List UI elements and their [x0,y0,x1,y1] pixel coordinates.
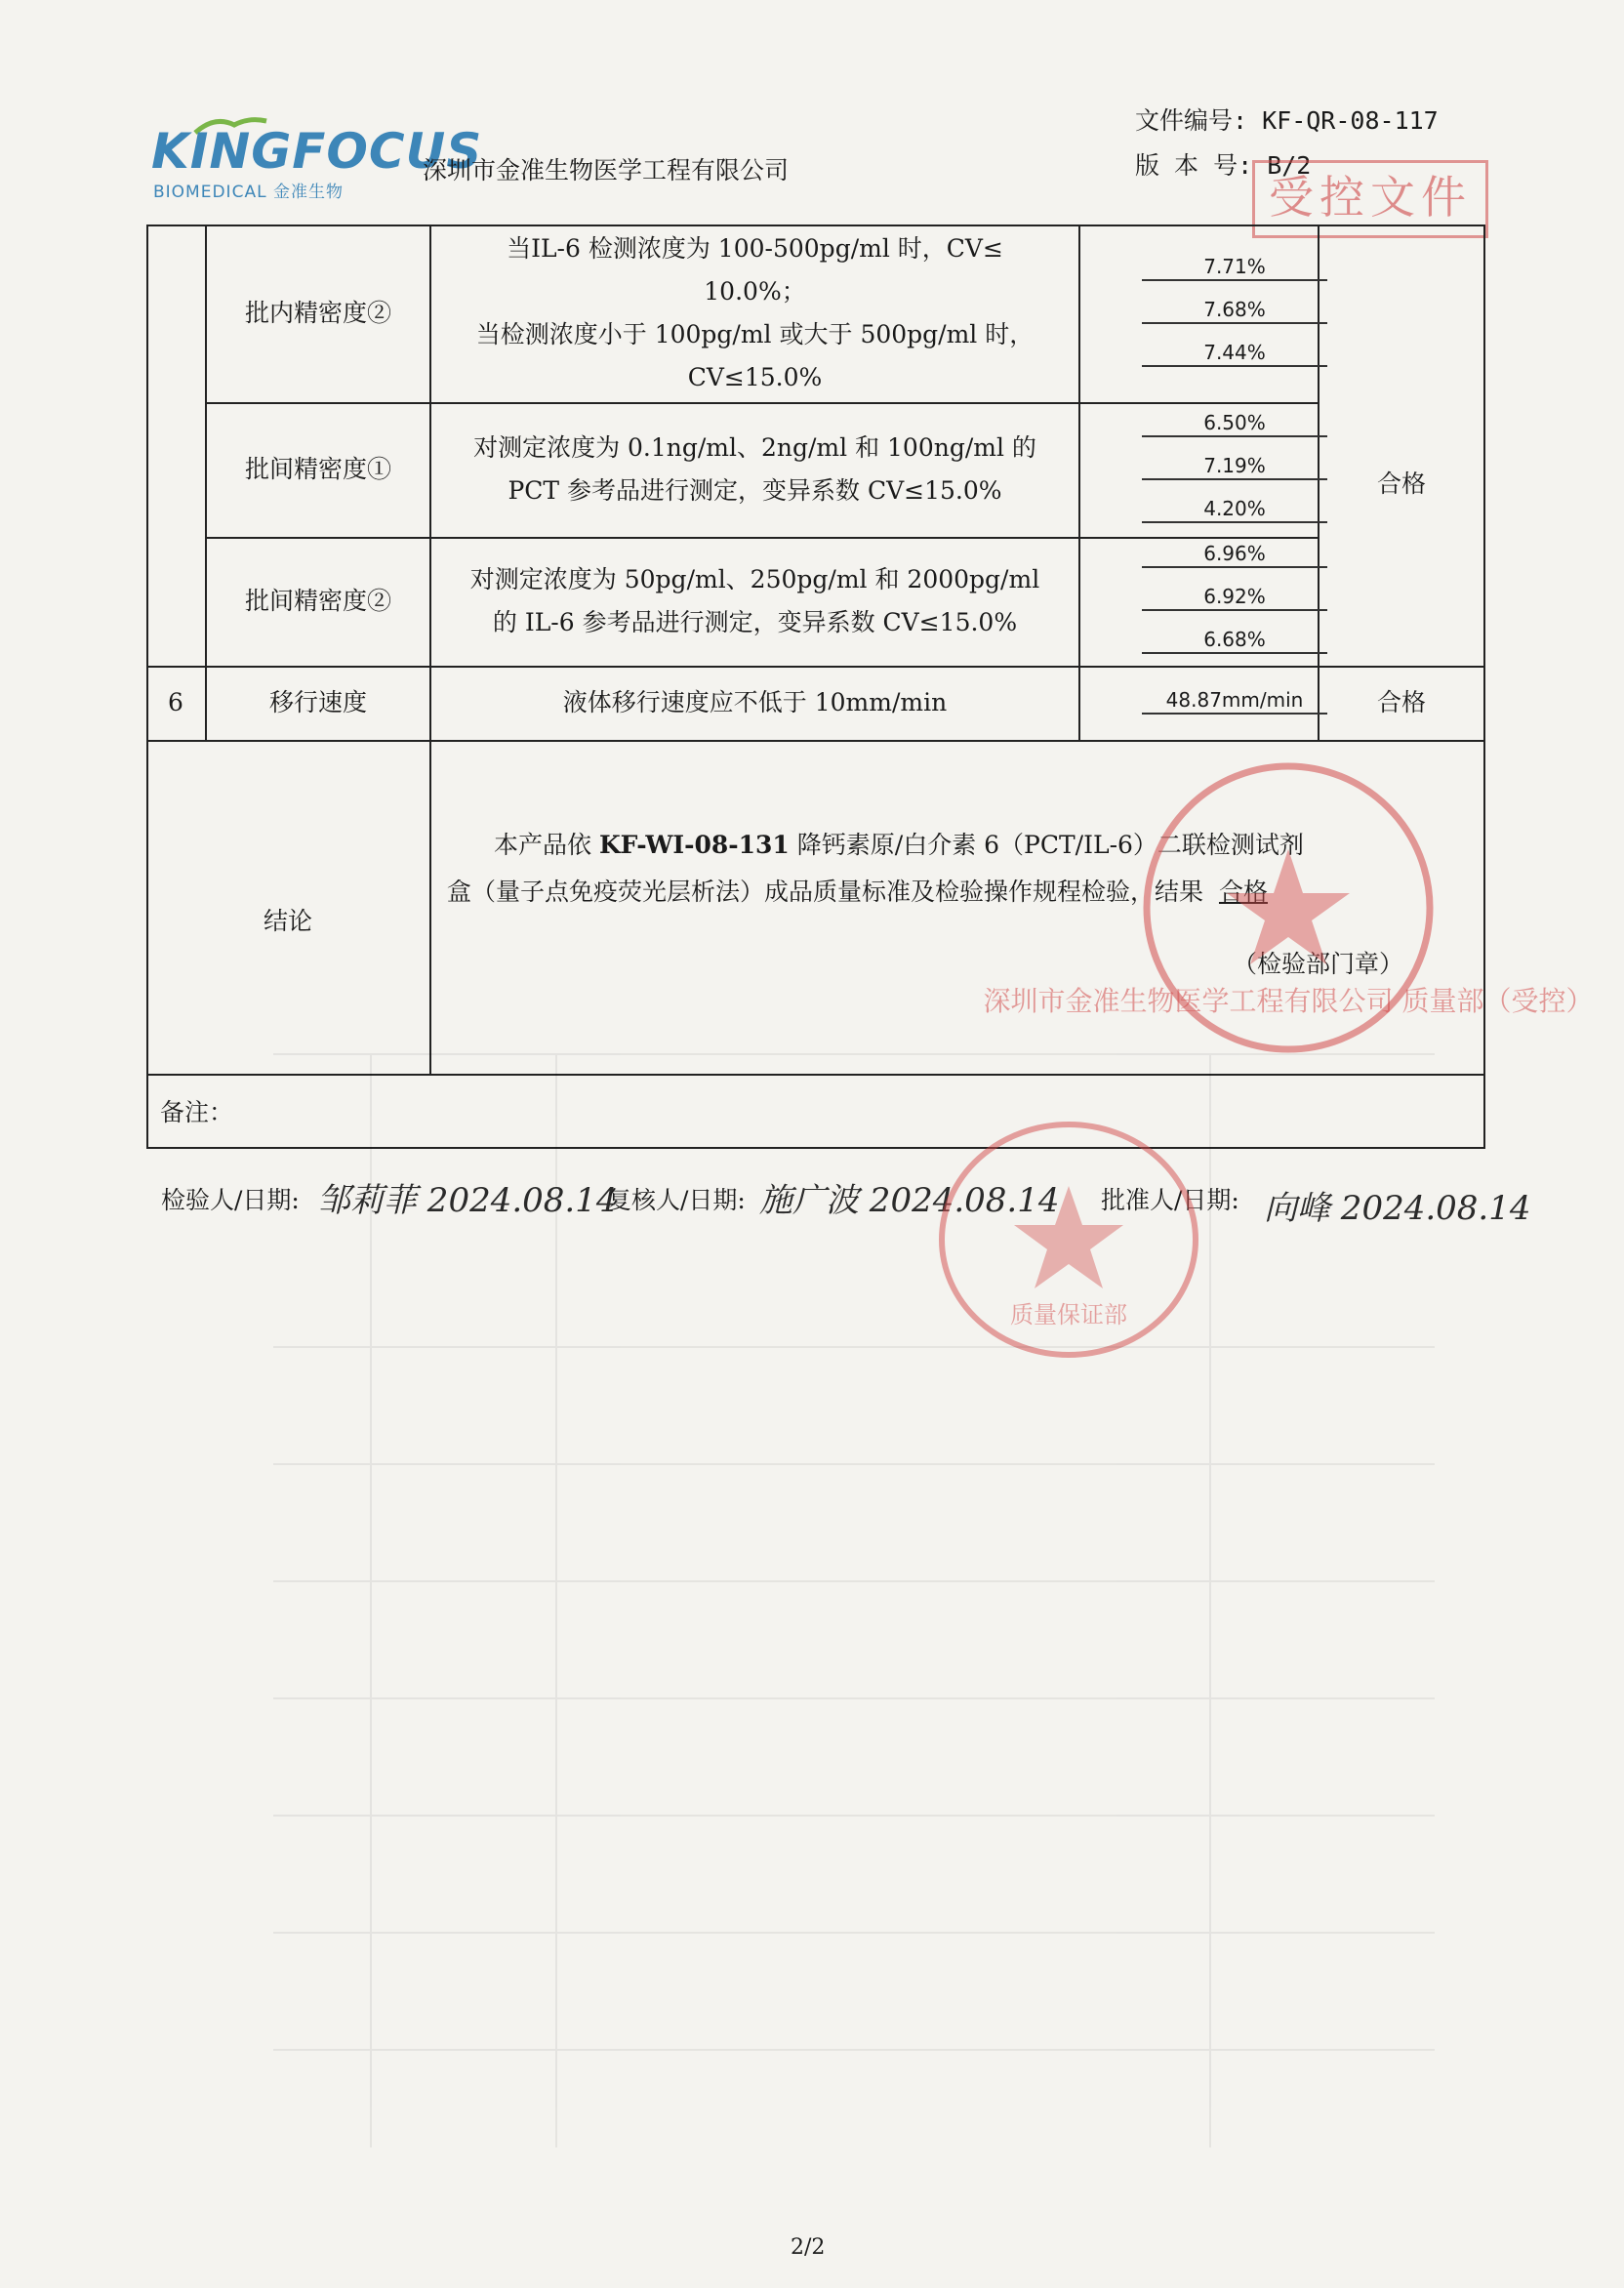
req-line: 当检测浓度小于 100pg/ml 或大于 500pg/ml 时， [475,320,1035,348]
qa-seal-text: 质量保证部 [1010,1301,1127,1328]
controlled-document-stamp: 受控文件 [1252,160,1488,238]
result-value: 6.92% [1142,584,1327,611]
page-number: 2/2 [791,2235,826,2260]
company-name: 深圳市金准生物医学工程有限公司 [423,156,790,184]
remarks-label: 备注： [160,1098,234,1126]
conclusion-label: 结论 [263,907,312,935]
result-value: 4.20% [1142,496,1327,523]
migration-result: 合格 [1376,688,1426,716]
item-inter-precision-2: 批间精密度② [244,587,391,615]
reviewer-signature: 施广波 2024.08.14 [759,1181,1060,1220]
requirement-migration-speed: 液体移行速度应不低于 10mm/min [562,688,948,716]
version-number: 版 本 号: B/2 [1135,151,1312,180]
requirement-intra-precision-2 [431,225,1078,402]
approver-signature: 向峰 2024.08.14 [1264,1189,1531,1228]
qa-seal [932,1113,1205,1367]
company-logo [151,115,483,203]
result-value: 6.96% [1142,541,1327,568]
result-value: 6.50% [1142,410,1327,437]
conclusion-prefix: 本产品依 [494,831,599,859]
req-line: PCT 参考品进行测定，变异系数 CV≤15.0% [508,476,1002,505]
result-value: 7.71% [1142,254,1327,281]
conclusion-result: 合格 [1218,878,1268,906]
item-inter-precision-1: 批间精密度① [244,455,391,483]
approver-label: 批准人/日期: [1101,1186,1239,1214]
conclusion-line-2-text: 盒（量子点免疫荧光层析法）成品质量标准及检验操作规程检验，结果 [447,878,1204,906]
result-value: 7.44% [1142,340,1327,367]
requirement-inter-precision-2 [431,537,1078,666]
conclusion-product: 降钙素原/白介素 6（PCT/IL-6）二联检测试剂 [789,831,1304,859]
department-stamp-note: （检验部门章） [1232,950,1403,978]
result-value: 7.68% [1142,297,1327,324]
quality-seal-text: 深圳市金准生物医学工程有限公司 质量部（受控） [983,985,1594,1017]
result-value: 6.68% [1142,627,1327,654]
req-line: 当IL-6 检测浓度为 100-500pg/ml 时，CV≤ [507,234,1003,263]
reviewer-label: 复核人/日期: [607,1186,746,1214]
req-line: 对测定浓度为 0.1ng/ml、2ng/ml 和 100ng/ml 的 [473,433,1036,462]
result-value: 48.87mm/min [1142,687,1327,715]
conclusion-standard-code: KF-WI-08-131 [598,831,790,859]
item-migration-speed: 移行速度 [268,688,367,716]
requirement-inter-precision-1 [431,402,1078,537]
item-intra-precision-2: 批内精密度② [244,299,391,327]
precision-result: 合格 [1376,470,1426,498]
req-line: 的 IL-6 参考品进行测定，变异系数 CV≤15.0% [492,608,1018,636]
inspector-label: 检验人/日期: [161,1186,300,1214]
logo-text: KINGFOCUS [151,123,483,180]
inspector-signature: 邹莉菲 2024.08.14 [317,1181,618,1220]
logo-subtext: BIOMEDICAL 金准生物 [153,183,344,202]
req-line: 对测定浓度为 50pg/ml、250pg/ml 和 2000pg/ml [469,565,1040,593]
req-line: 10.0%； [704,277,806,306]
row-number: 6 [168,688,183,716]
document-number: 文件编号: KF-QR-08-117 [1135,106,1439,135]
result-value: 7.19% [1142,453,1327,480]
req-line: CV≤15.0% [687,363,823,391]
